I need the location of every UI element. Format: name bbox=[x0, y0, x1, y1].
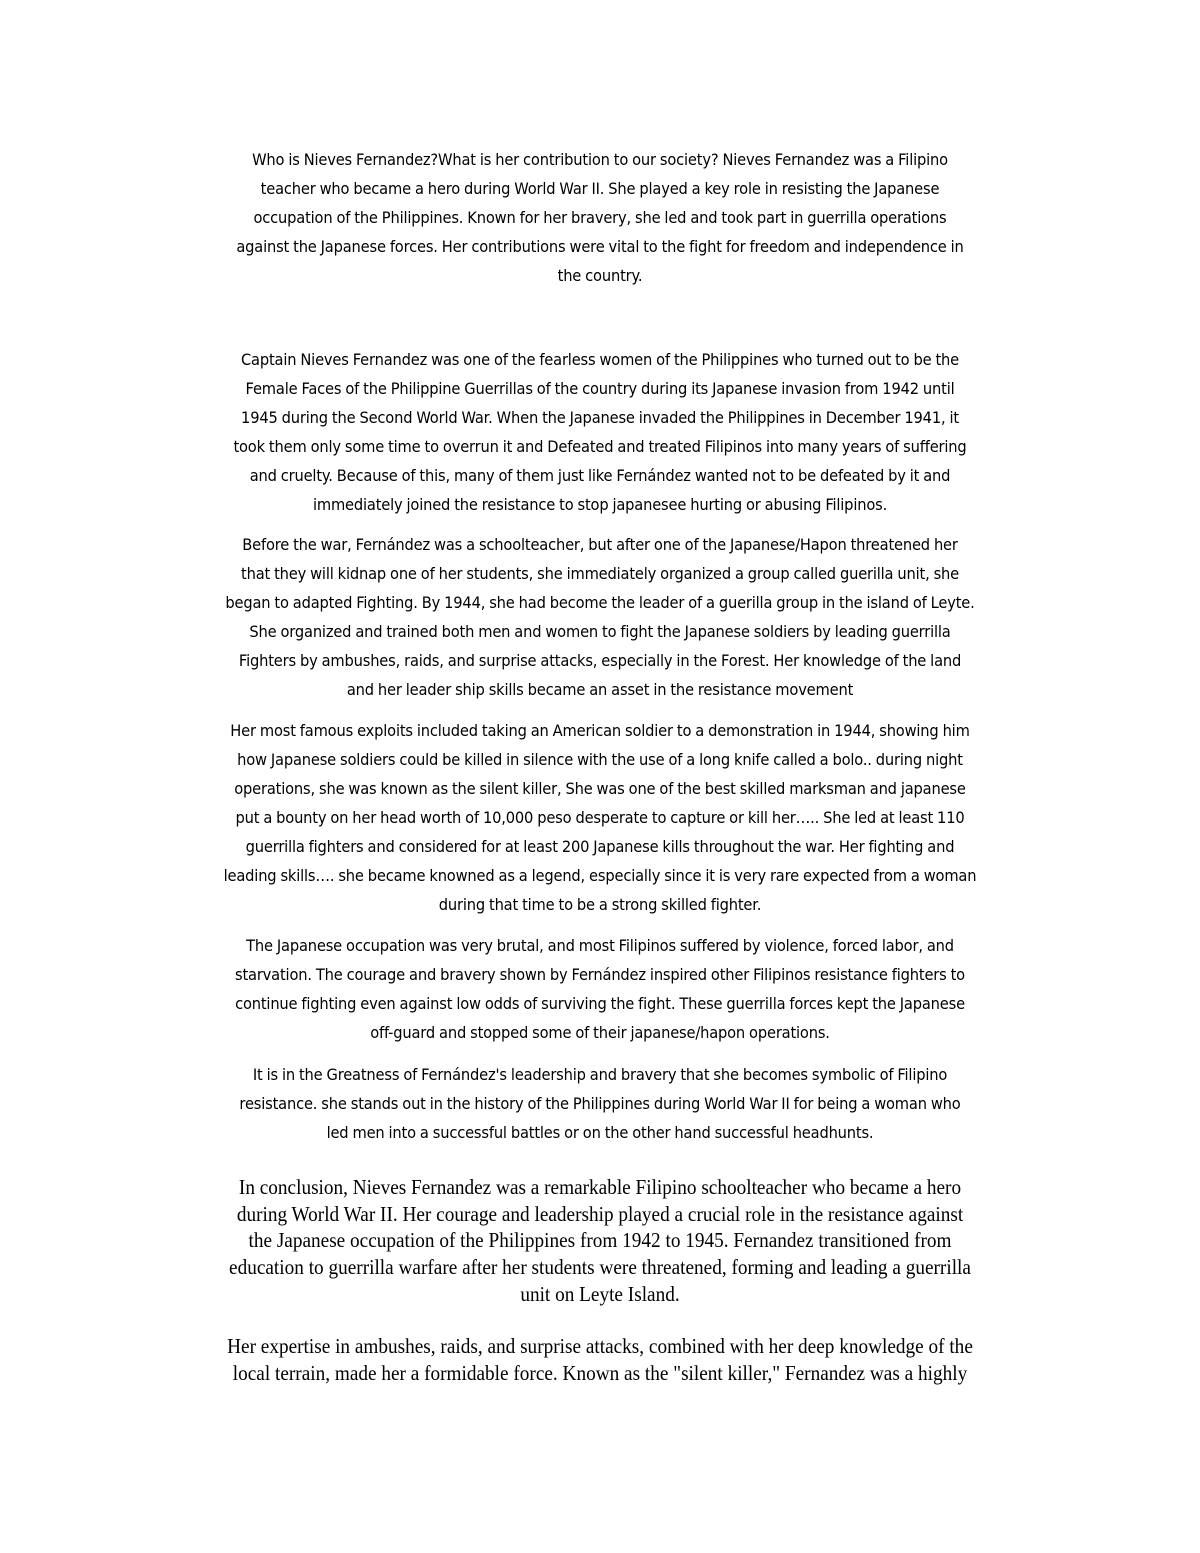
text-line: against the Japanese forces. Her contributions were vital to the fight for freedom and independence in bbox=[236, 237, 964, 256]
text-line: In conclusion, Nieves Fernandez was a remarkable Filipino schoolteacher who became a hero bbox=[238, 1175, 962, 1199]
text-line: took them only some time to overrun it and Defeated and treated Filipinos into many years of suffering bbox=[233, 437, 967, 456]
text-line: that they will kidnap one of her students, she immediately organized a group called guerilla unit, she bbox=[241, 564, 959, 583]
exploits-paragraph bbox=[0, 716, 1200, 919]
text-line: during that time to be a strong skilled fighter. bbox=[438, 895, 762, 914]
before-war-paragraph bbox=[0, 530, 1200, 704]
text-line: education to guerrilla warfare after her students were threatened, forming and leading a guerrilla bbox=[229, 1255, 971, 1280]
captain-paragraph bbox=[0, 345, 1200, 519]
text-line: 1945 during the Second World War. When the Japanese invaded the Philippines in December 1941, it bbox=[241, 408, 959, 427]
text-line: guerrilla fighters and considered for at least 200 Japanese kills throughout the war. Her fighting and bbox=[245, 837, 955, 856]
text-line: occupation of the Philippines. Known for her bravery, she led and took part in guerrilla operations bbox=[253, 208, 947, 227]
text-line: Before the war, Fernández was a schoolteacher, but after one of the Japanese/Hapon threatened her bbox=[242, 535, 958, 554]
text-line: put a bounty on her head worth of 10,000 peso desperate to capture or kill her….. She led at least 110 bbox=[235, 808, 965, 827]
text-line: the country. bbox=[557, 266, 643, 285]
text-line: and her leader ship skills became an asset in the resistance movement bbox=[346, 680, 854, 699]
text-line: starvation. The courage and bravery shown by Fernández inspired other Filipinos resistance fighters to bbox=[235, 965, 965, 984]
greatness-paragraph bbox=[0, 1060, 1200, 1147]
text-line: Fighters by ambushes, raids, and surprise attacks, especially in the Forest. Her knowledge of the land bbox=[238, 651, 962, 670]
text-line: Her expertise in ambushes, raids, and surprise attacks, combined with her deep knowledge of the bbox=[227, 1334, 973, 1358]
text-line: Who is Nieves Fernandez?What is her contribution to our society? Nieves Fernandez was a Filipino bbox=[252, 150, 948, 169]
text-line: the Japanese occupation of the Philippines from 1942 to 1945. Fernandez transitioned from bbox=[248, 1228, 952, 1253]
text-line: Captain Nieves Fernandez was one of the fearless women of the Philippines who turned out to be the bbox=[240, 350, 960, 369]
text-line: resistance. she stands out in the history of the Philippines during World War II for being a woman who bbox=[239, 1094, 961, 1113]
text-line: immediately joined the resistance to stop japanesee hurting or abusing Filipinos. bbox=[312, 495, 888, 514]
text-line: unit on Leyte Island. bbox=[520, 1281, 680, 1306]
text-line: off-guard and stopped some of their japanese/hapon operations. bbox=[370, 1023, 830, 1042]
text-line: during World War II. Her courage and leadership played a crucial role in the resistance against bbox=[236, 1201, 964, 1226]
intro-paragraph bbox=[0, 145, 1200, 290]
text-line: teacher who became a hero during World War II. She played a key role in resisting the Japanese bbox=[260, 179, 940, 198]
text-line: led men into a successful battles or on the other hand successful headhunts. bbox=[326, 1123, 874, 1142]
conclusion-paragraph bbox=[0, 1174, 1200, 1308]
occupation-paragraph bbox=[0, 931, 1200, 1047]
text-line: leading skills…. she became knowned as a legend, especially since it is very rare expected from a woman bbox=[223, 866, 977, 885]
text-line: Female Faces of the Philippine Guerrillas of the country during its Japanese invasion from 1942 until bbox=[245, 379, 955, 398]
text-line: She organized and trained both men and women to fight the Japanese soldiers by leading guerrilla bbox=[249, 622, 951, 641]
text-line: The Japanese occupation was very brutal, and most Filipinos suffered by violence, forced labor, and bbox=[246, 936, 954, 955]
text-line: Her most famous exploits included taking an American soldier to a demonstration in 1944, showing him bbox=[230, 721, 970, 740]
text-line: operations, she was known as the silent killer, She was one of the best skilled marksman and japanese bbox=[234, 779, 966, 798]
text-line: local terrain, made her a formidable force. Known as the "silent killer," Fernandez was a highly bbox=[232, 1360, 968, 1385]
expertise-paragraph bbox=[0, 1333, 1200, 1386]
text-line: began to adapted Fighting. By 1944, she had become the leader of a guerilla group in the island of Leyte. bbox=[225, 593, 975, 612]
text-line: and cruelty. Because of this, many of them just like Fernández wanted not to be defeated by it and bbox=[249, 466, 951, 485]
text-line: continue fighting even against low odds of surviving the fight. These guerrilla forces kept the Japanese bbox=[235, 994, 965, 1013]
text-line: It is in the Greatness of Fernández's leadership and bravery that she becomes symbolic of Filipino bbox=[252, 1065, 948, 1084]
text-line: how Japanese soldiers could be killed in silence with the use of a long knife called a bolo.. during night bbox=[237, 750, 963, 769]
